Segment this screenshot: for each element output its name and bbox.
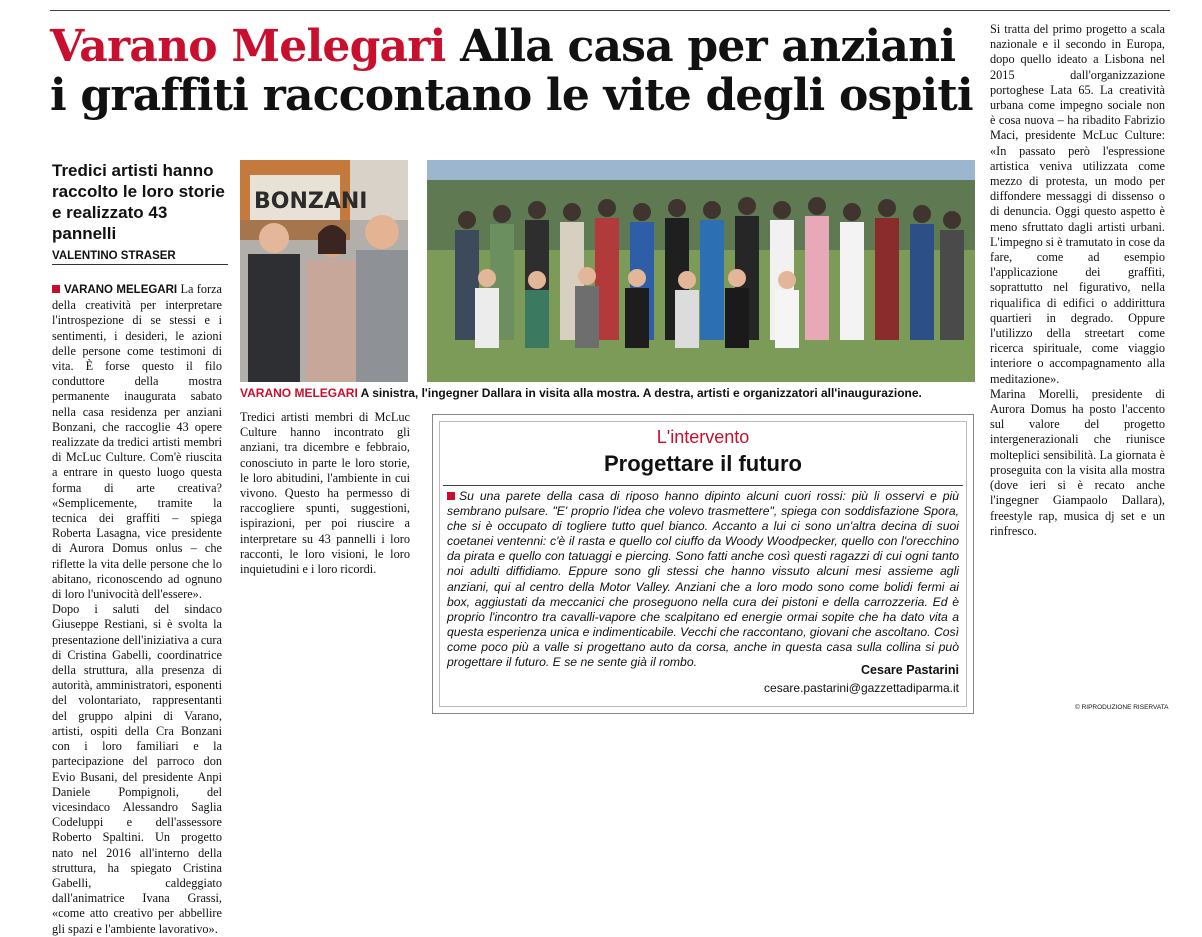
article-column-1	[52, 282, 222, 936]
sidebar-rule	[443, 485, 963, 486]
photo-caption	[240, 386, 980, 400]
caption-text: A sinistra, l'ingegner Dallara in visita alla mostra. A destra, artisti e organizzatori all'inaugurazione.	[357, 386, 922, 400]
article-paragraph-2: Dopo i saluti del sindaco Giuseppe Restiani, si è svolta la presentazione dell'iniziativa a cura di Cristina Gabelli, coordinatrice della struttura, alla presenza di autorità, amministratori, esponenti del volontariato, rappresentanti del gruppo alpini di Varano, artisti, ospiti della Cra Bonzani con i loro familiari e la partecipazione del parroco don Evio Busani, del presidente Anpi Daniele Pompignoli, del vicesindaco Alessandro Saglia Codeluppi e dell'assessore Roberto Spaltini. Un progetto nato nel 2016 all'interno della struttura, ha spiegato Cristina Gabelli, caldeggiato dall'animatrice Ivana Grassi, «come atto creativo per abbellire gli spazi e l'ambiente lavorativo».	[52, 602, 222, 936]
sidebar-signature: Cesare Pastarini	[861, 663, 959, 677]
top-rule	[50, 10, 1170, 11]
photo-wall-text: BONZANI	[254, 189, 368, 214]
article-column-4	[990, 22, 1165, 714]
sidebar-title: Progettare il futuro	[603, 451, 802, 476]
article-lead: La forza della creatività per interpretare l'introspezione di se stessi e i sentimenti, i desideri, le azioni delle persone come testimoni di vita. È forse questo il filo conduttore della mostra permanente inaugurata sabato nella casa residenza per anziani Bonzani, che raccoglie 43 opere realizzate da tredici artisti membri di McLuc Culture. Com'è riuscita a entrare in questo luogo questa forma di arte creativa? «Semplicemente, tramite la tecnica dei graffiti – spiega Roberta Lasagna, vice presidente di Aurora Domus onlus – che riflette la vita delle persone che lo abitano, riconoscendo ad ognuno di loro l'univocità dell'essere».	[52, 282, 222, 602]
photo-group-image	[427, 160, 975, 382]
subheadline: Tredici artisti hanno raccolto le loro storie e realizzato 43 pannelli	[52, 161, 225, 243]
article-kicker: VARANO MELEGARI	[64, 284, 178, 296]
article-paragraph-4: Si tratta del primo progetto a scala nazionale e il secondo in Europa, dopo quello ideato a Lisbona nel 2015 dall'organizzazione portoghese Lata 65. La creatività urbana come impegno sociale non è cosa nuova – ha ribadito Fabrizio Maci, presidente McLuc Culture: «In passato però l'espressione artistica veniva utilizzata come mezzo di protesta, un modo per diffondere messaggi di dissenso o di denuncia. Oggi questo aspetto è meno sfruttato dagli artisti urbani. L'impegno si è tramutato in cose da fare, come ad esempio l'applicazione dei graffiti, soprattutto nel figurativo, nella riqualifica di edifici o addirittura quartieri in degrado. Oppure l'utilizzo della streetart come ricerca spirituale, come viaggio interiore o accompagnamento alla meditazione».	[990, 22, 1166, 386]
byline: VALENTINO STRASER	[52, 250, 228, 265]
photo-dallara-image	[240, 160, 408, 382]
sidebar-kicker: L'intervento	[656, 427, 750, 447]
red-square-icon	[447, 492, 455, 500]
photo-group	[427, 160, 975, 382]
photo-dallara	[240, 160, 408, 382]
article-column-2	[240, 410, 410, 714]
rights-notice: © RIPRODUZIONE RISERVATA	[1075, 704, 1169, 711]
article-paragraph-5: Marina Morelli, presidente di Aurora Domus ha posto l'accento sul valore del progetto intergenerazionali che riunisce molteplici sensibilità. La giornata è proseguita con la visita alla mostra (dove ieri si è recato anche l'ingegner Giampaolo Dallara), freestyle rap, musica dj set e un rinfresco.	[990, 386, 1165, 538]
sidebar-body	[447, 489, 959, 670]
headline-location: Varano Melegari	[50, 21, 446, 72]
sidebar-box	[432, 414, 974, 714]
sidebar-body-text: Su una parete della casa di riposo hanno dipinto alcuni cuori rossi: più li osservi e più sembrano pulsare. "E' proprio l'idea che volevo trasmettere", spiega con soddisfazione Spora, che si è occupato di togliere tutto quel bianco. Accanto a lui ci sono un'altra decina di suoi coetanei ventenni: c'è il rasta e quello col ciuffo da Woody Woodpecker, quello con l'orecchino da pirata e quello con tatuaggi e piercing. Sono fatti anche così questi ragazzi di cui ogni tanto noi adulti diffidiamo. Eppure sono gli stessi che hanno vissuto alcuni mesi assieme agli anziani, qui al centro della Motor Valley. Anziani che a loro modo sono come bolidi fermi ai box, aggiustati da meccanici che proseguono nella cura dei pistoni e della carrozzeria. Ed è proprio l'incontro tra cavalli-vapore che scalpitano ed energie ormai sopite che ha dato vita a questa esperienza unica e indimenticabile. Vecchi che raccontano, giovani che ascoltano. Così come poco più a valle si progettano auto da corsa, anche in questa casa sulla collina si può progettare il futuro. E se ne sente già il rombo.	[447, 489, 959, 670]
caption-location: VARANO MELEGARI	[240, 386, 358, 400]
sidebar-email[interactable]: cesare.pastarini@gazzettadiparma.it	[764, 681, 959, 695]
headline-title: Alla casa per anziani i graffiti raccontano le vite degli ospiti	[50, 21, 973, 121]
article-paragraph-3: Tredici artisti membri di McLuc Culture hanno incontrato gli anziani, tra dicembre e febbraio, conosciuto in parte le loro storie, le loro abitudini, l'ambiente in cui vivono. Questo ha permesso di raccogliere spunti, suggestioni, ispirazioni, per poi riuscire a interpretare su 43 pannelli i loro racconti, le loro visioni, le loro inquietudini e i loro ricordi.	[240, 410, 410, 577]
headline	[50, 22, 985, 120]
red-square-icon	[52, 285, 60, 293]
